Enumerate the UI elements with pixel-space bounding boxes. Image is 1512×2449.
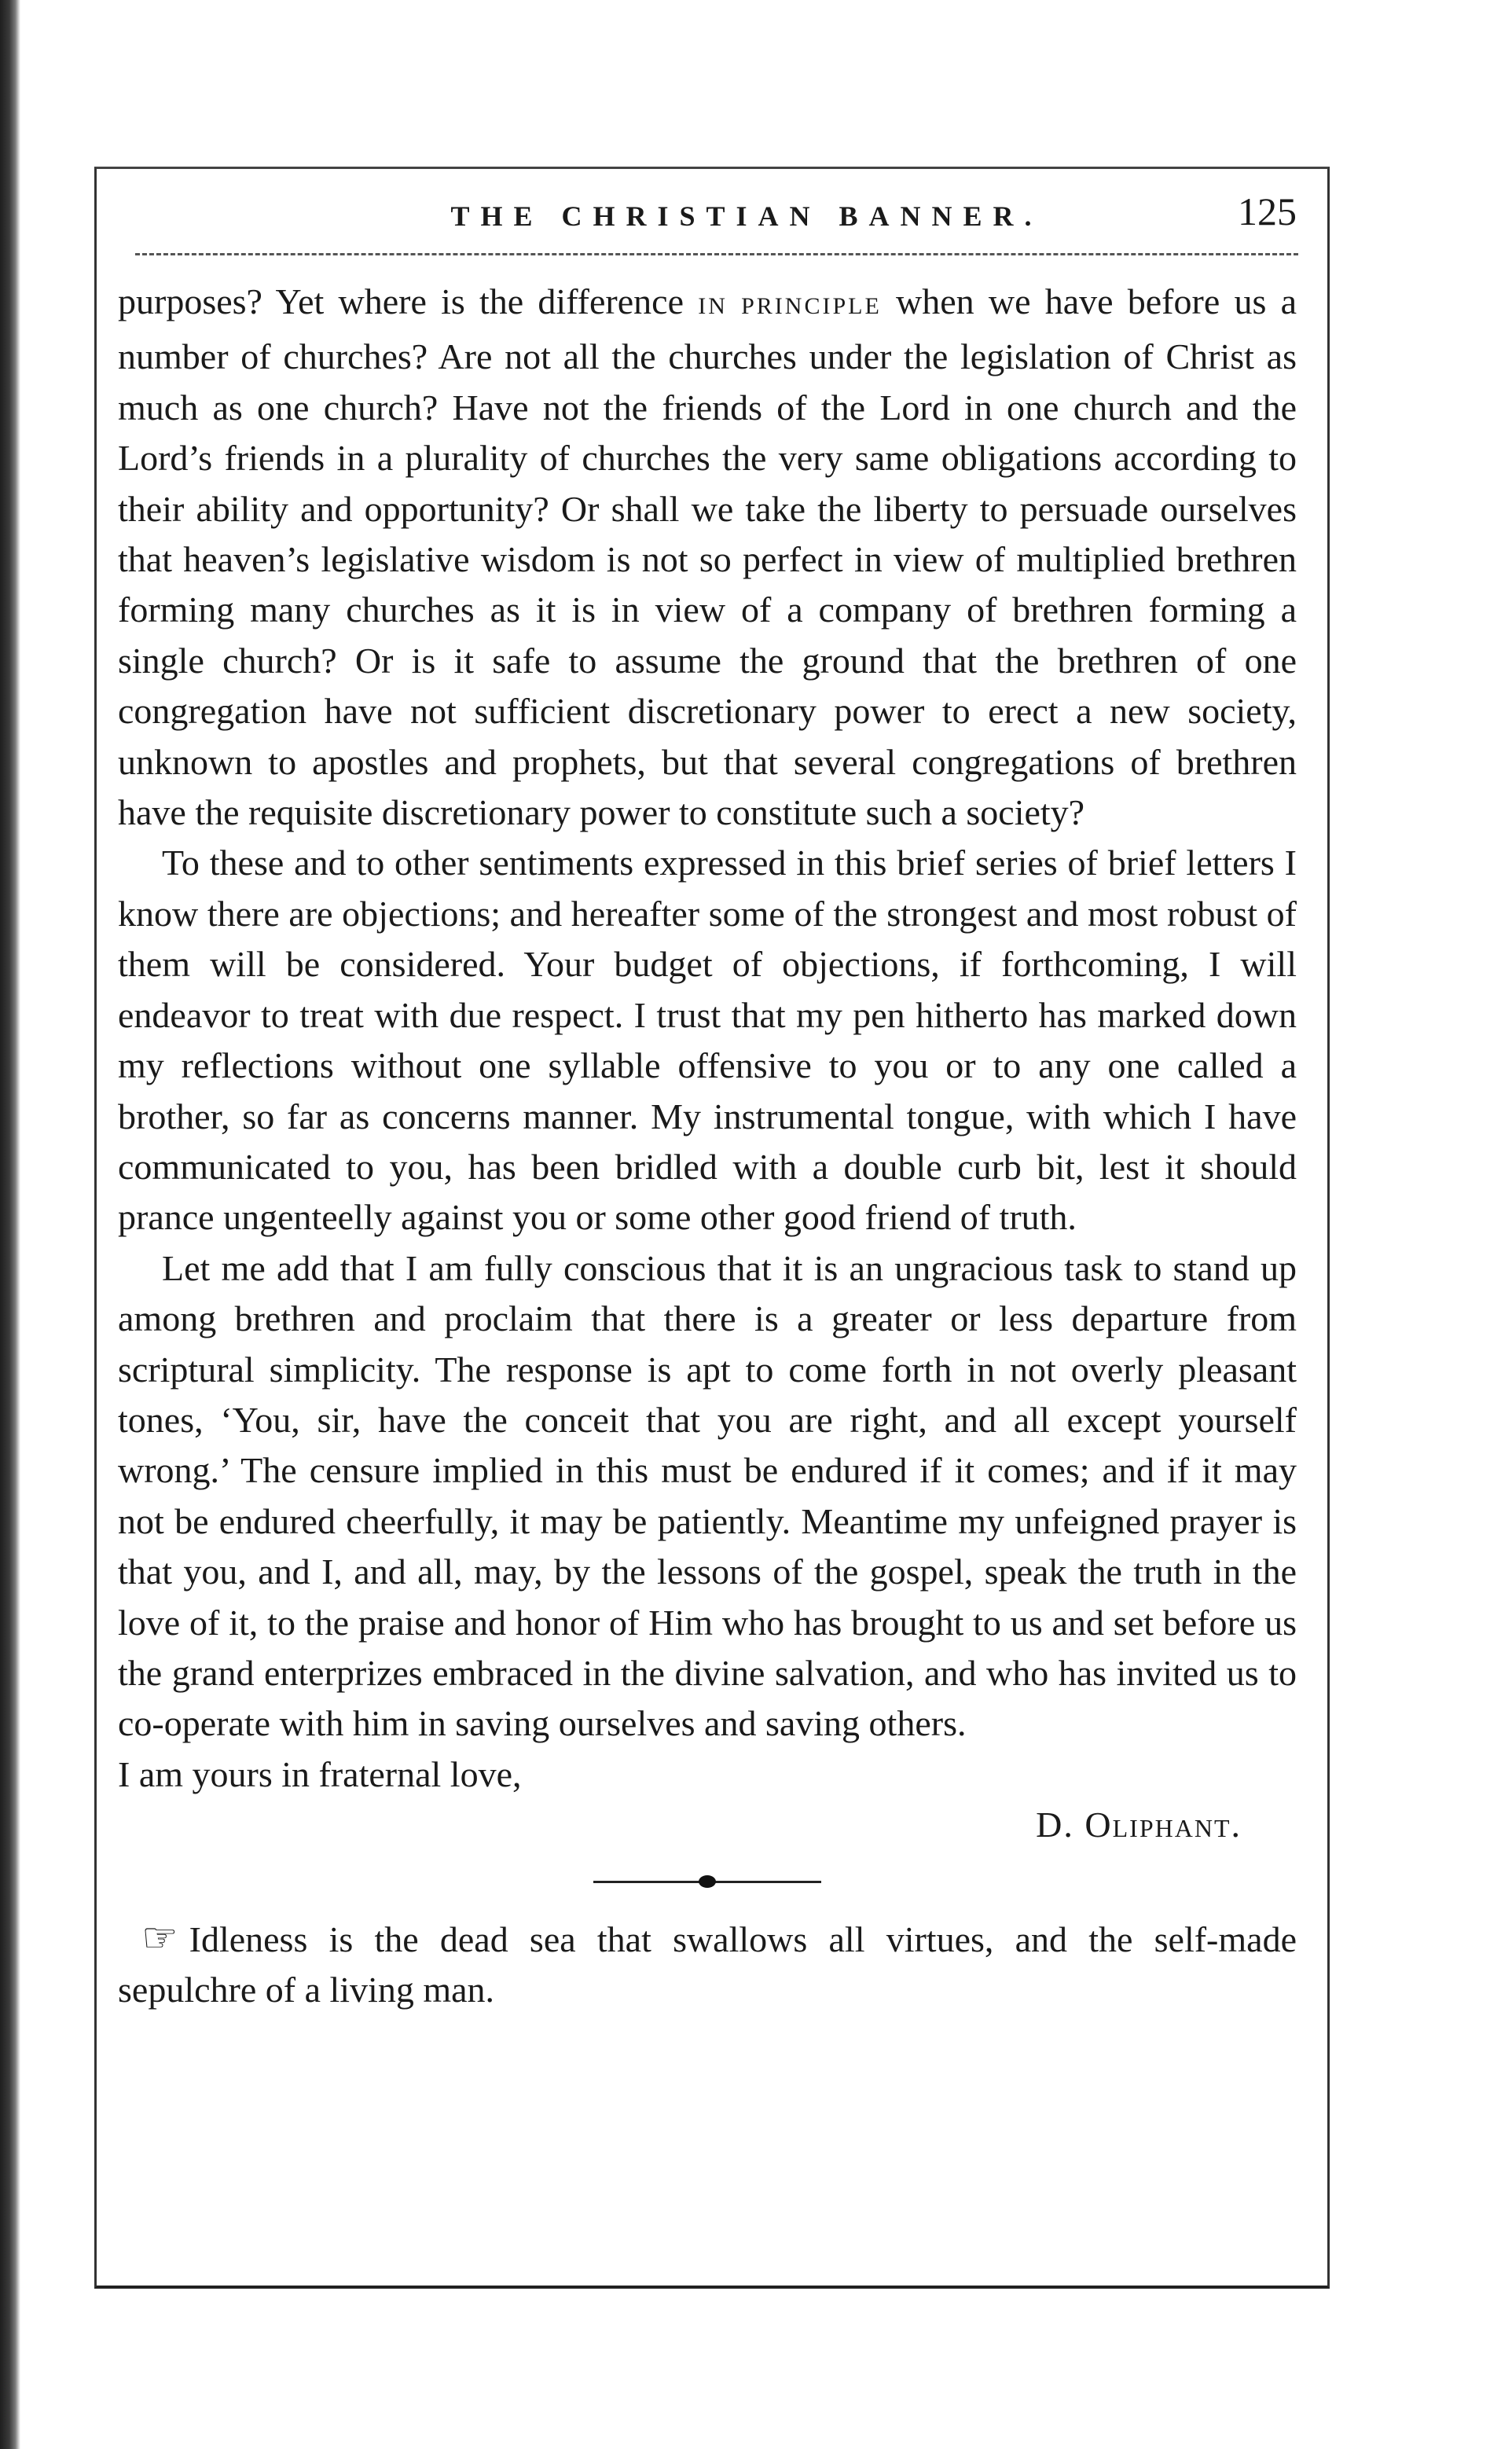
binding-edge <box>0 0 20 2449</box>
small-caps-phrase: IN PRINCIPLE <box>698 293 882 319</box>
page-body <box>118 277 1297 2015</box>
pointing-hand-icon: ☞ <box>141 1915 178 1961</box>
header-rule <box>135 253 1298 255</box>
signature <box>118 1800 1297 1850</box>
paragraph: Let me add that I am fully conscious that it is an ungracious task to stand up among brethren and proclaim that there is a greater or less departure from scriptural simplicity. The response is apt to come forth in not overly pleasant tones, ‘You, sir, have the conceit that you are right, and all except yourself wrong.’ The censure implied in this must be endured if it comes; and if it may not be endured cheerfully, it may be patiently. Meantime my unfeigned prayer is that you, and I, and all, may, by the lessons of the gospel, speak the truth in the love of it, to the praise and honor of Him who has brought to us and set before us the grand enterprizes embraced in the divine salvation, and who has invited us to co-operate with him in saving ourselves and saving others. <box>118 1247 1297 1744</box>
maxim <box>118 1914 1297 2016</box>
signature-name: D. Oliphant. <box>1036 1805 1242 1845</box>
running-head: THE CHRISTIAN BANNER. <box>450 200 1043 232</box>
paragraph: To these and to other sentiments expressed in this brief series of brief letters I know there are objections; and hereafter some of the strongest and most robust of them will be considered. Your budget of objections, if forthcoming, I will endeavor to treat with due respect. I trust that my pen hitherto has marked down my reflections without one syllable offensive to you or to any one called a brother, so far as concerns manner. My instrumental tongue, with which I have communicated to you, has been bridled with a double curb bit, lest it should prance ungenteelly against you or some other good friend of truth. <box>118 843 1297 1238</box>
paragraph-text: purposes? Yet where is the difference <box>118 281 699 321</box>
paragraph-text: when we have before us a number of churches? Are not all the churches under the legislation of Christ as much as one church? Have not the friends of the Lord in one church and the Lord’s friends in a plurality of churches the very same obligations according to their ability and opportunity? Or shall we take the liberty to persuade ourselves that heaven’s legislative wisdom is not so perfect in view of multiplied brethren forming many churches as it is in view of a company of brethren forming a single church? Or is it safe to assume the ground that the brethren of one congregation have not sufficient discretionary power to erect a new society, unknown to apostles and prophets, but that several congregations of brethren have the requisite discretionary power to constitute such a society? <box>118 281 1297 833</box>
page-number: 125 <box>1238 189 1297 233</box>
paragraph-continued <box>118 277 1297 838</box>
page-header <box>118 184 1297 256</box>
divider-bead <box>699 1875 716 1888</box>
letter-closing: I am yours in fraternal love, <box>118 1753 522 1794</box>
ornamental-divider <box>593 1870 821 1893</box>
maxim-text: Idleness is the dead sea that swallows all virtues, and the self-made sepulchre of a living man. <box>118 1918 1297 2010</box>
